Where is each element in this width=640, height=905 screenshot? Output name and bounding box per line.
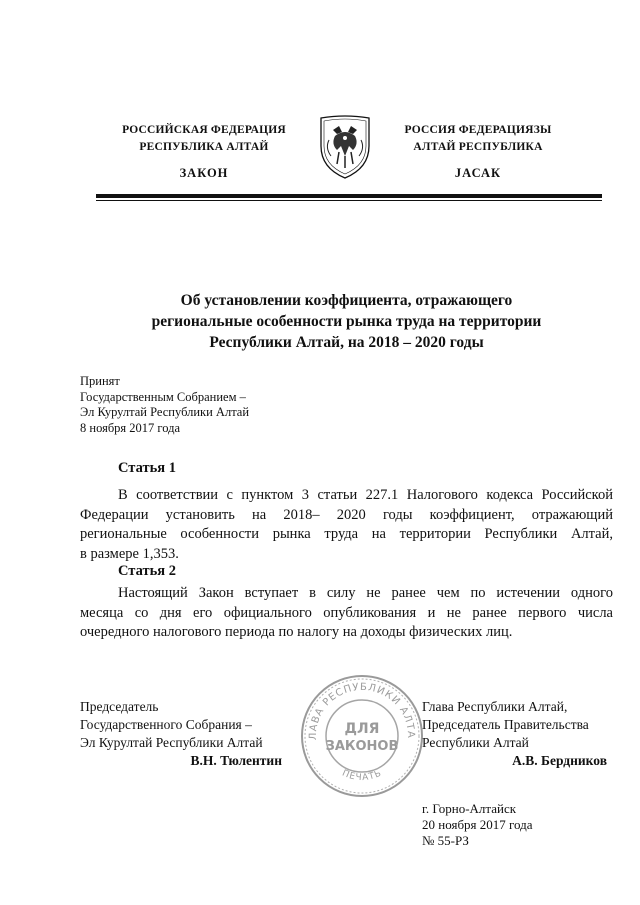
- signatory-position: Государственного Собрания –: [80, 717, 252, 732]
- signatory-position: Эл Курултай Республики Алтай: [80, 735, 263, 750]
- signatory-position: Республики Алтай: [422, 735, 529, 750]
- law-number: № 55-РЗ: [422, 833, 469, 848]
- seal-center-top: ДЛЯ: [344, 721, 380, 737]
- seal-center-bottom: ЗАКОНОВ: [325, 739, 399, 754]
- header-right-doc-type: JАСАК: [454, 166, 502, 180]
- law-title: [80, 290, 613, 353]
- place-city: г. Горно-Алтайск: [422, 801, 517, 816]
- article-1-line: В соответствии с пунктом 3 статьи 227.1 Налогового кодекса Российской: [118, 487, 613, 503]
- svg-text:ПЕЧАТЬ: [340, 768, 383, 783]
- signature-left: [80, 698, 282, 770]
- header-right-country: РОССИЯ ФЕДЕРАЦИЯЗЫ: [404, 124, 552, 136]
- adoption-note: [80, 374, 249, 436]
- header-left-country: РОССИЙСКАЯ ФЕДЕРАЦИЯ: [122, 124, 286, 136]
- article-1-line: в размере 1,353.: [80, 545, 179, 562]
- header-right-republic: АЛТАЙ РЕСПУБЛИКА: [413, 141, 543, 153]
- signatory-position: Глава Республики Алтай,: [422, 699, 568, 714]
- adoption-date: 8 ноября 2017 года: [80, 420, 181, 435]
- stamp-seal-icon: [298, 672, 426, 800]
- law-title-line: региональные особенности рынка труда на территории: [151, 313, 542, 330]
- signatory-position: Председатель Правительства: [422, 717, 589, 732]
- signature-right: [422, 698, 607, 770]
- place-date-block: [422, 801, 533, 849]
- seal-ring-top: ЛАВА РЕСПУБЛИКИ АЛТА: [307, 681, 417, 741]
- article-1-line: Федерации установить на 2018– 2020 годы коэффициент, отражающий: [80, 506, 613, 523]
- header-divider-thin: [96, 200, 602, 201]
- article-1-line: региональные особенности рынка труда на территории Республики Алтай,: [80, 526, 613, 542]
- article-2-line: Настоящий Закон вступает в силу не ранее чем по истечении одного: [118, 585, 613, 601]
- signatory-name: В.Н. Тюлентин: [190, 753, 282, 768]
- header-left-republic: РЕСПУБЛИКА АЛТАЙ: [139, 141, 269, 153]
- article-1-heading: Статья 1: [118, 460, 176, 476]
- seal-ring-bottom: ПЕЧАТЬ: [340, 768, 384, 784]
- adoption-line: Принят: [80, 374, 120, 388]
- article-2-line: очередного налогового периода по налогу на доходы физических лиц.: [80, 624, 513, 640]
- header-left-doc-type: ЗАКОН: [179, 166, 229, 180]
- article-2-line: месяца со дня его официального опубликования и не ранее первого числа: [80, 604, 613, 621]
- article-2-heading: Статья 2: [118, 563, 176, 579]
- signatory-name: А.В. Бердников: [512, 753, 607, 768]
- signatory-position: Председатель: [80, 699, 159, 714]
- coat-of-arms-icon: [315, 112, 375, 180]
- article-2-body: [80, 584, 613, 643]
- header-divider: [96, 194, 602, 198]
- law-title-line: Об установлении коэффициента, отражающего: [180, 292, 513, 309]
- article-1-body: [80, 486, 613, 564]
- adoption-line: Эл Курултай Республики Алтай: [80, 405, 250, 419]
- signing-date: 20 ноября 2017 года: [422, 817, 533, 832]
- law-title-line: Республики Алтай, на 2018 – 2020 годы: [209, 334, 484, 351]
- adoption-line: Государственным Собранием –: [80, 389, 246, 404]
